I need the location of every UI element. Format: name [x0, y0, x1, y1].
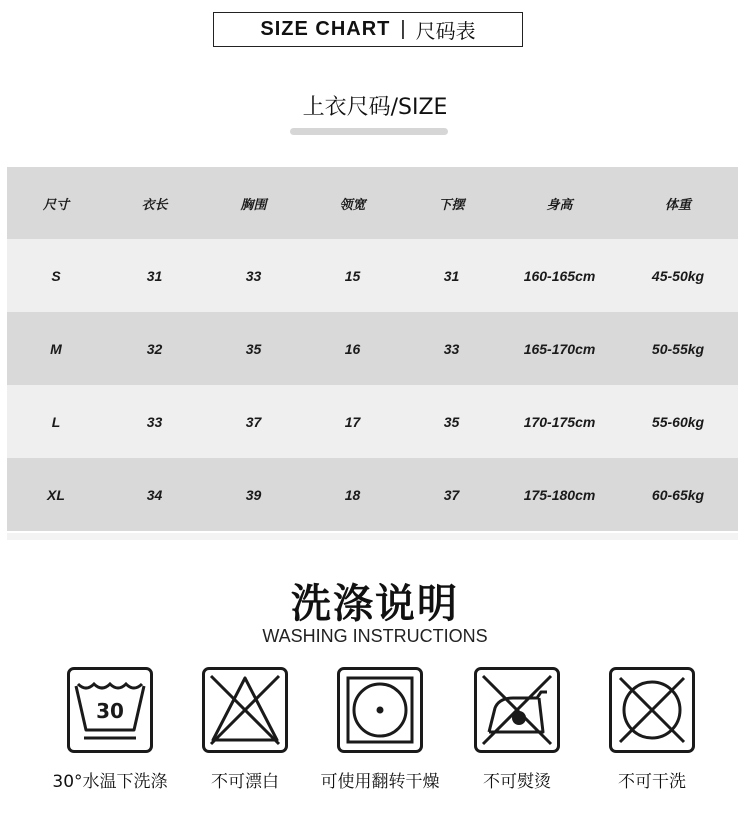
table-cell: 165-170cm — [501, 312, 618, 385]
table-cell: 31 — [105, 239, 204, 312]
no-bleach-icon — [202, 667, 288, 753]
table-cell: L — [7, 385, 105, 458]
washing-title: 洗涤说明 — [291, 581, 459, 627]
table-cell: 32 — [105, 312, 204, 385]
tumble-dry-icon — [337, 667, 423, 753]
table-cell: 60-65kg — [618, 458, 738, 531]
care-label: 30°水温下洗涤 — [52, 772, 168, 792]
wash-30-icon — [67, 667, 153, 753]
care-icons-row — [0, 667, 750, 827]
table-cell: 34 — [105, 458, 204, 531]
header-cell: 尺寸 — [7, 167, 105, 239]
care-item-no-bleach — [175, 667, 315, 792]
table-cell: 18 — [303, 458, 402, 531]
table-cell: 55-60kg — [618, 385, 738, 458]
section-title-underline — [290, 128, 448, 135]
header-title-en: SIZE CHART — [260, 18, 391, 40]
table-cell: S — [7, 239, 105, 312]
no-dry-clean-icon — [609, 667, 695, 753]
table-cell: 31 — [402, 239, 501, 312]
header-cell: 衣长 — [105, 167, 204, 239]
table-header-row — [7, 167, 738, 239]
size-chart-header — [213, 12, 523, 47]
table-cell: 33 — [204, 239, 303, 312]
care-item-wash — [40, 667, 180, 792]
table-cell: 33 — [402, 312, 501, 385]
header-cell: 下摆 — [402, 167, 501, 239]
table-cell: 37 — [204, 385, 303, 458]
table-cell: 37 — [402, 458, 501, 531]
table-cell: 15 — [303, 239, 402, 312]
care-item-no-dry-clean — [582, 667, 722, 792]
care-item-tumble-dry — [310, 667, 450, 792]
header-cell: 胸围 — [204, 167, 303, 239]
table-cell: 35 — [402, 385, 501, 458]
washing-subtitle: WASHING INSTRUCTIONS — [262, 626, 488, 646]
care-label: 不可漂白 — [211, 772, 279, 792]
header-separator: | — [400, 18, 406, 40]
header-cell: 身高 — [501, 167, 618, 239]
care-item-no-iron — [447, 667, 587, 792]
table-cell: 39 — [204, 458, 303, 531]
table-cell: 170-175cm — [501, 385, 618, 458]
table-row — [7, 385, 738, 458]
table-row — [7, 312, 738, 385]
table-cell: 160-165cm — [501, 239, 618, 312]
table-cell: 16 — [303, 312, 402, 385]
table-cell: 33 — [105, 385, 204, 458]
table-row — [7, 239, 738, 312]
table-cell: 17 — [303, 385, 402, 458]
table-row — [7, 458, 738, 531]
table-cell: 45-50kg — [618, 239, 738, 312]
section-title: 上衣尺码/SIZE — [302, 95, 448, 120]
care-label: 不可熨烫 — [483, 772, 551, 792]
table-cell: M — [7, 312, 105, 385]
care-label: 不可干洗 — [618, 772, 686, 792]
table-cell: 35 — [204, 312, 303, 385]
no-iron-icon — [474, 667, 560, 753]
header-cell: 领宽 — [303, 167, 402, 239]
header-title-cn: 尺码表 — [415, 19, 476, 43]
table-cell: 175-180cm — [501, 458, 618, 531]
care-label: 可使用翻转干燥 — [320, 772, 440, 792]
header-cell: 体重 — [618, 167, 738, 239]
table-bottom-divider — [7, 533, 738, 540]
table-cell: XL — [7, 458, 105, 531]
size-table — [7, 167, 738, 531]
wash-temperature-number: 30 — [96, 699, 124, 723]
table-cell: 50-55kg — [618, 312, 738, 385]
